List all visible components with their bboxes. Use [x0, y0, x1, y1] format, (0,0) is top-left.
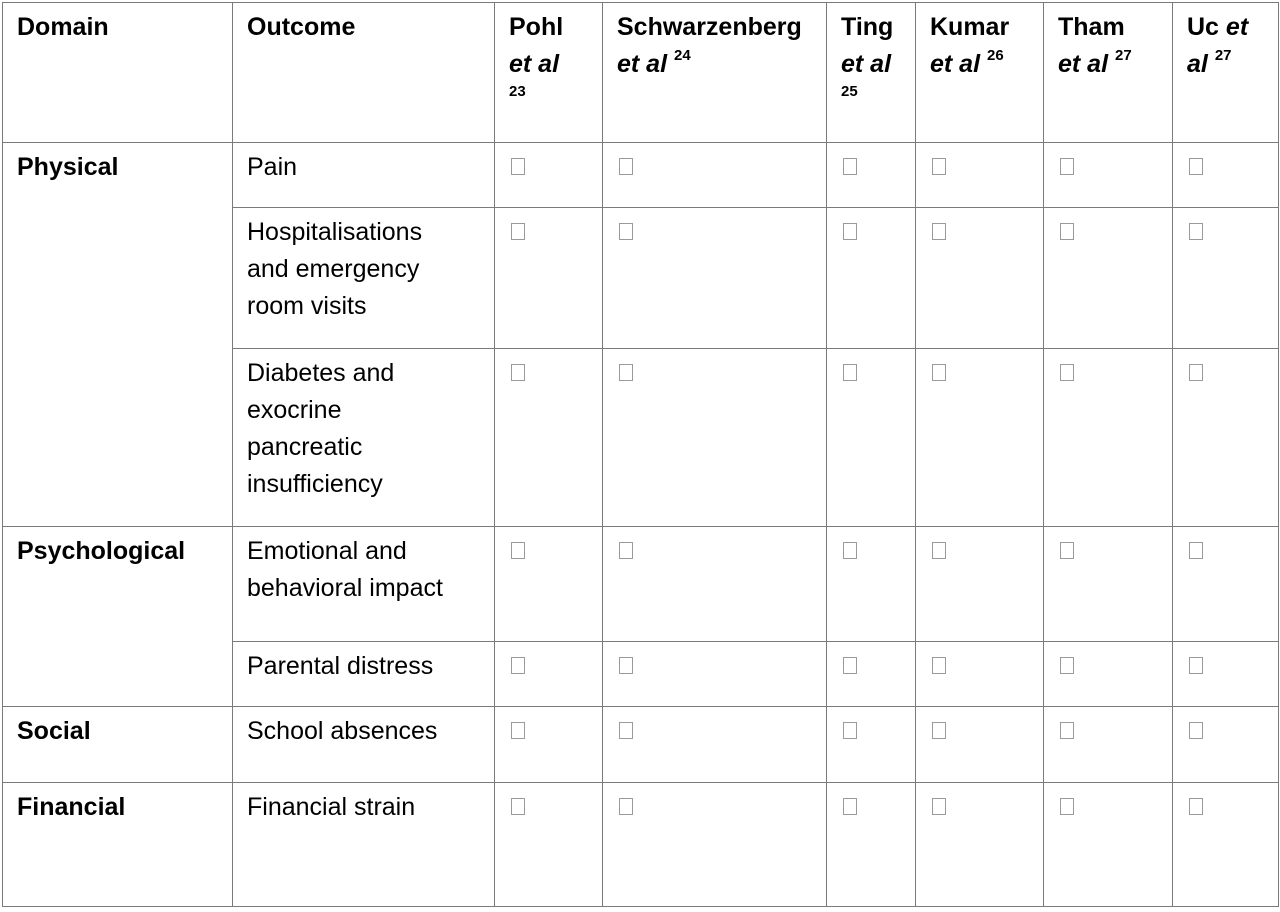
- checkbox-cell: [1173, 349, 1279, 527]
- checkbox[interactable]: [619, 364, 633, 381]
- checkbox-cell: [827, 642, 916, 707]
- checkbox-cell: [1044, 349, 1173, 527]
- checkbox-cell: [1044, 783, 1173, 907]
- checkbox[interactable]: [1189, 722, 1203, 739]
- checkbox[interactable]: [843, 542, 857, 559]
- checkbox[interactable]: [932, 223, 946, 240]
- checkbox[interactable]: [1060, 158, 1074, 175]
- checkbox-cell: [1044, 527, 1173, 642]
- checkbox-cell: [495, 707, 603, 783]
- checkbox[interactable]: [843, 223, 857, 240]
- checkbox[interactable]: [1189, 542, 1203, 559]
- checkbox-cell: [603, 208, 827, 349]
- checkbox-cell: [827, 707, 916, 783]
- domain-cell: Physical: [3, 143, 233, 527]
- header-study-schwarzenberg: Schwarzenberg et al $^{24}$: [603, 3, 827, 143]
- checkbox[interactable]: [1060, 364, 1074, 381]
- table-row: [3, 783, 1279, 907]
- checkbox-cell: [1044, 208, 1173, 349]
- checkbox[interactable]: [511, 542, 525, 559]
- checkbox-cell: [916, 642, 1044, 707]
- header-study-uc: Uc et al $^{27}$: [1173, 3, 1279, 143]
- checkbox[interactable]: [843, 722, 857, 739]
- checkbox-cell: [603, 527, 827, 642]
- checkbox[interactable]: [619, 722, 633, 739]
- checkbox[interactable]: [619, 657, 633, 674]
- outcome-cell: Hospitalisations and emergency room visits: [233, 208, 495, 349]
- checkbox[interactable]: [511, 657, 525, 674]
- checkbox[interactable]: [619, 798, 633, 815]
- checkbox-cell: [827, 208, 916, 349]
- checkbox-cell: [495, 349, 603, 527]
- checkbox[interactable]: [932, 798, 946, 815]
- outcome-cell: Diabetes and exocrine pancreatic insufficiency: [233, 349, 495, 527]
- checkbox-cell: [1044, 143, 1173, 208]
- checkbox[interactable]: [1189, 223, 1203, 240]
- checkbox[interactable]: [1060, 798, 1074, 815]
- header-row: [3, 3, 1279, 143]
- checkbox[interactable]: [1189, 364, 1203, 381]
- checkbox[interactable]: [511, 158, 525, 175]
- checkbox-cell: [495, 208, 603, 349]
- checkbox-cell: [916, 208, 1044, 349]
- checkbox-cell: [495, 642, 603, 707]
- checkbox-cell: [916, 527, 1044, 642]
- header-study-tham: Tham et al $^{27}$: [1044, 3, 1173, 143]
- header-study-ting: Ting et al 25: [827, 3, 916, 143]
- checkbox-cell: [1173, 642, 1279, 707]
- checkbox-cell: [495, 783, 603, 907]
- domain-cell: Financial: [3, 783, 233, 907]
- checkbox-cell: [1173, 143, 1279, 208]
- table-row: [3, 707, 1279, 783]
- checkbox-cell: [603, 783, 827, 907]
- domain-cell: Psychological: [3, 527, 233, 707]
- checkbox[interactable]: [932, 542, 946, 559]
- outcome-cell: Pain: [233, 143, 495, 208]
- checkbox-cell: [603, 707, 827, 783]
- checkbox-cell: [1173, 707, 1279, 783]
- checkbox[interactable]: [932, 158, 946, 175]
- checkbox[interactable]: [932, 722, 946, 739]
- checkbox[interactable]: [511, 364, 525, 381]
- checkbox[interactable]: [1060, 542, 1074, 559]
- checkbox-cell: [1173, 208, 1279, 349]
- checkbox[interactable]: [1060, 657, 1074, 674]
- checkbox-cell: [827, 349, 916, 527]
- checkbox-cell: [1173, 783, 1279, 907]
- checkbox-cell: [827, 527, 916, 642]
- header-outcome: Outcome: [233, 3, 495, 143]
- checkbox[interactable]: [1189, 657, 1203, 674]
- checkbox[interactable]: [1060, 223, 1074, 240]
- checkbox[interactable]: [843, 798, 857, 815]
- checkbox-cell: [916, 707, 1044, 783]
- checkbox[interactable]: [932, 657, 946, 674]
- checkbox-cell: [495, 143, 603, 208]
- checkbox[interactable]: [1189, 158, 1203, 175]
- checkbox[interactable]: [843, 364, 857, 381]
- checkbox-cell: [1173, 527, 1279, 642]
- checkbox[interactable]: [619, 158, 633, 175]
- checkbox-cell: [603, 349, 827, 527]
- checkbox-cell: [827, 143, 916, 208]
- checkbox-cell: [603, 143, 827, 208]
- checkbox[interactable]: [619, 223, 633, 240]
- checkbox[interactable]: [511, 223, 525, 240]
- checkbox-cell: [916, 349, 1044, 527]
- table-row: [3, 527, 1279, 642]
- checkbox-cell: [1044, 707, 1173, 783]
- outcome-cell: Emotional and behavioral impact: [233, 527, 495, 642]
- checkbox-cell: [1044, 642, 1173, 707]
- checkbox[interactable]: [1189, 798, 1203, 815]
- checkbox-cell: [827, 783, 916, 907]
- domain-cell: Social: [3, 707, 233, 783]
- checkbox[interactable]: [511, 722, 525, 739]
- checkbox-cell: [603, 642, 827, 707]
- checkbox[interactable]: [619, 542, 633, 559]
- checkbox[interactable]: [511, 798, 525, 815]
- checkbox-cell: [916, 783, 1044, 907]
- checkbox[interactable]: [1060, 722, 1074, 739]
- checkbox-cell: [916, 143, 1044, 208]
- header-study-pohl: Pohl et al 23: [495, 3, 603, 143]
- checkbox[interactable]: [932, 364, 946, 381]
- table-row: [3, 143, 1279, 208]
- outcomes-table: [2, 2, 1279, 907]
- header-domain: Domain: [3, 3, 233, 143]
- outcome-cell: Financial strain: [233, 783, 495, 907]
- checkbox[interactable]: [843, 657, 857, 674]
- outcome-cell: Parental distress: [233, 642, 495, 707]
- outcome-cell: School absences: [233, 707, 495, 783]
- checkbox-cell: [495, 527, 603, 642]
- checkbox[interactable]: [843, 158, 857, 175]
- header-study-kumar: Kumar et al $^{26}$: [916, 3, 1044, 143]
